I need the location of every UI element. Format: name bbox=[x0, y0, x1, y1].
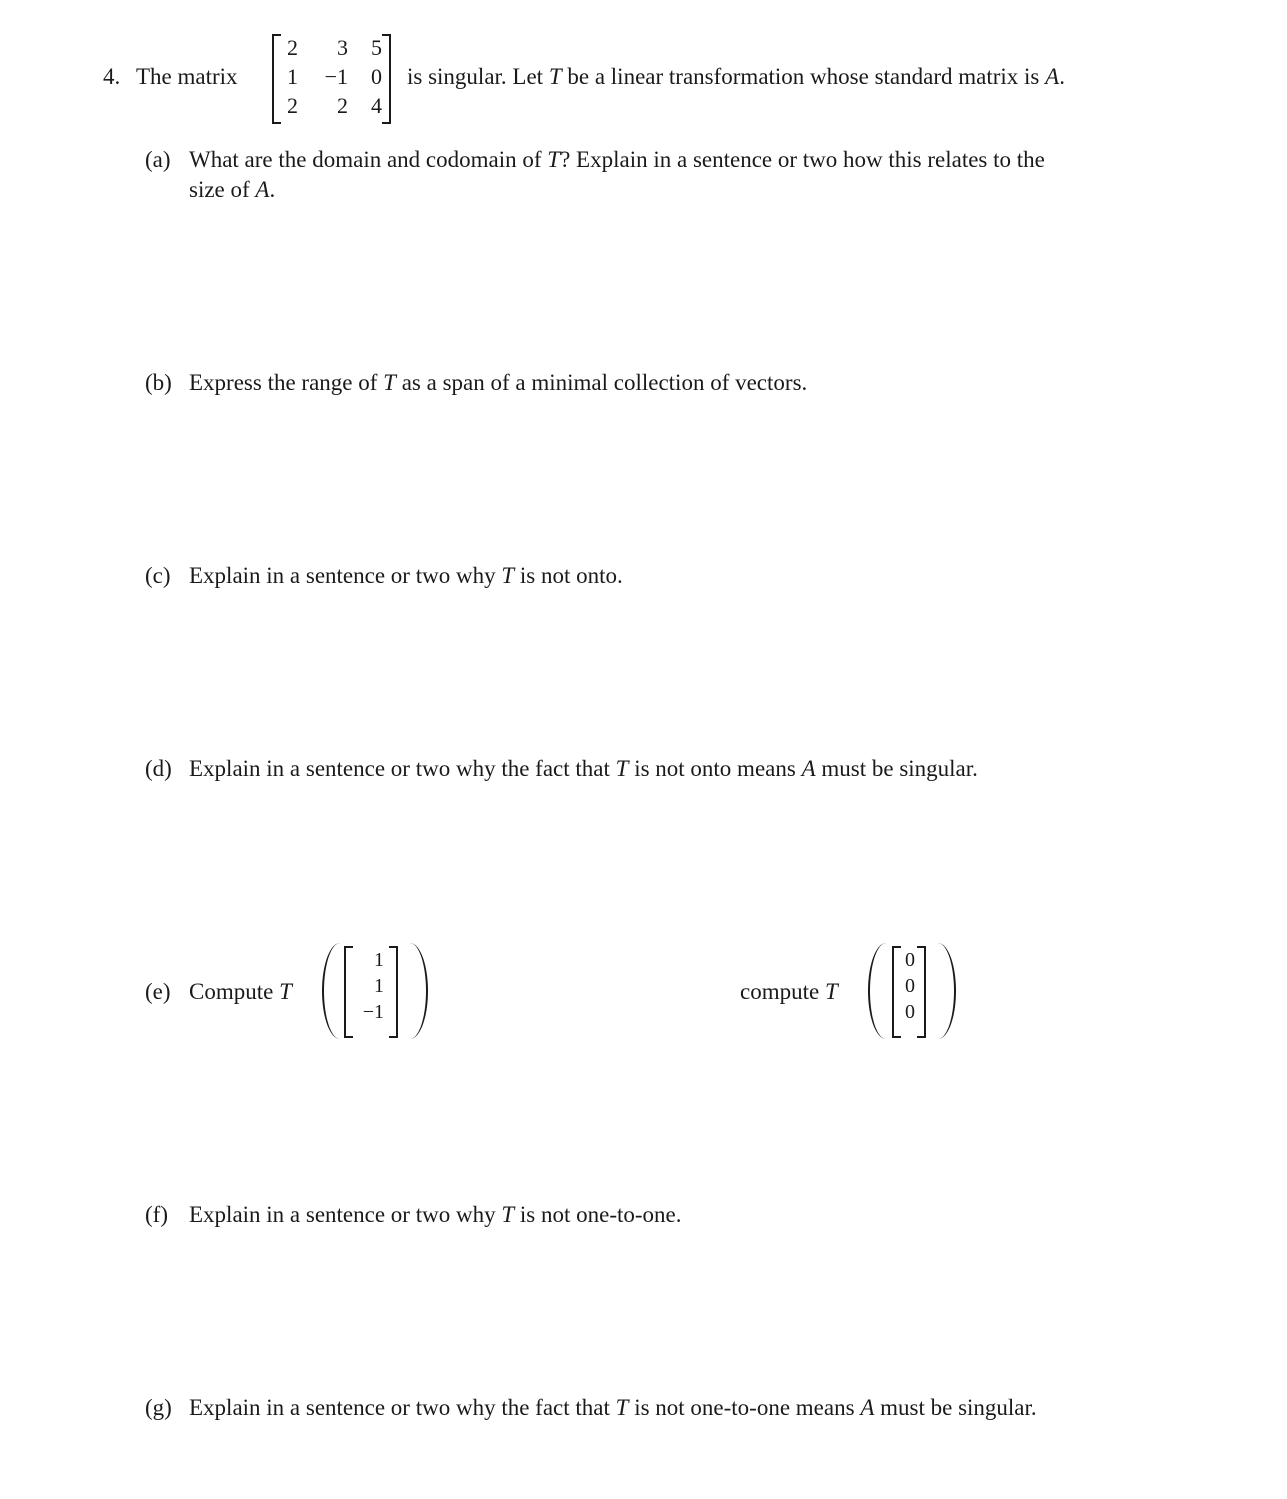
part-e-compute-2: compute T bbox=[740, 979, 838, 1004]
vector-2-right-paren bbox=[938, 943, 956, 1039]
matrix-entry: 5 bbox=[371, 35, 382, 60]
part-f-text: Explain in a sentence or two why T is not one-to-one. bbox=[189, 1202, 682, 1227]
part-c-label: (c) bbox=[145, 563, 171, 588]
part-d-text: Explain in a sentence or two why the fact that T is not onto means A must be singular. bbox=[189, 756, 978, 781]
part-g-text: Explain in a sentence or two why the fact that T is not one-to-one means A must be singular. bbox=[189, 1395, 1037, 1420]
vector-1-left-paren bbox=[322, 943, 340, 1039]
vector-1-right-bracket bbox=[389, 946, 398, 1038]
matrix-right-bracket bbox=[382, 34, 391, 124]
part-b-text: Express the range of T as a span of a minimal collection of vectors. bbox=[189, 370, 808, 395]
matrix-entry: 3 bbox=[337, 35, 348, 60]
vector-2-entries bbox=[898, 947, 915, 1025]
matrix-entry: 1 bbox=[287, 64, 298, 89]
vector-2-right-bracket bbox=[917, 946, 926, 1038]
vector-entry: 0 bbox=[905, 949, 915, 971]
matrix-entry: 2 bbox=[287, 93, 298, 118]
vector-entry: 0 bbox=[905, 1001, 915, 1023]
vector-entry: 1 bbox=[374, 949, 384, 971]
part-a-text-line1: What are the domain and codomain of T? Explain in a sentence or two how this relates to the bbox=[189, 147, 1045, 172]
vector-2-left-paren bbox=[868, 943, 886, 1039]
problem-number: 4. bbox=[103, 64, 121, 89]
matrix-entry: −1 bbox=[324, 64, 348, 89]
matrix-entry: 0 bbox=[371, 64, 382, 89]
part-c-text: Explain in a sentence or two why T is not onto. bbox=[189, 563, 623, 588]
matrix-entry: 4 bbox=[371, 93, 382, 118]
vector-entry: 0 bbox=[905, 975, 915, 997]
vector-1-right-paren bbox=[410, 943, 428, 1039]
vector-entry: 1 bbox=[374, 975, 384, 997]
matrix-entries bbox=[280, 33, 382, 120]
part-g-label: (g) bbox=[145, 1395, 172, 1420]
part-f-label: (f) bbox=[145, 1202, 168, 1227]
matrix-entry: 2 bbox=[337, 93, 348, 118]
problem-intro-rest: is singular. Let T be a linear transformation whose standard matrix is A. bbox=[407, 64, 1065, 89]
part-a-label: (a) bbox=[145, 147, 171, 172]
part-e-label: (e) bbox=[145, 979, 171, 1004]
vector-entry: −1 bbox=[362, 1001, 384, 1023]
matrix-entry: 2 bbox=[287, 35, 298, 60]
problem-intro-lead: The matrix bbox=[136, 64, 238, 89]
part-d-label: (d) bbox=[145, 756, 172, 781]
part-b-label: (b) bbox=[145, 370, 172, 395]
part-e-compute-1: Compute T bbox=[189, 979, 292, 1004]
part-a-text-line2: size of A. bbox=[189, 177, 276, 202]
vector-1-entries bbox=[352, 947, 384, 1025]
